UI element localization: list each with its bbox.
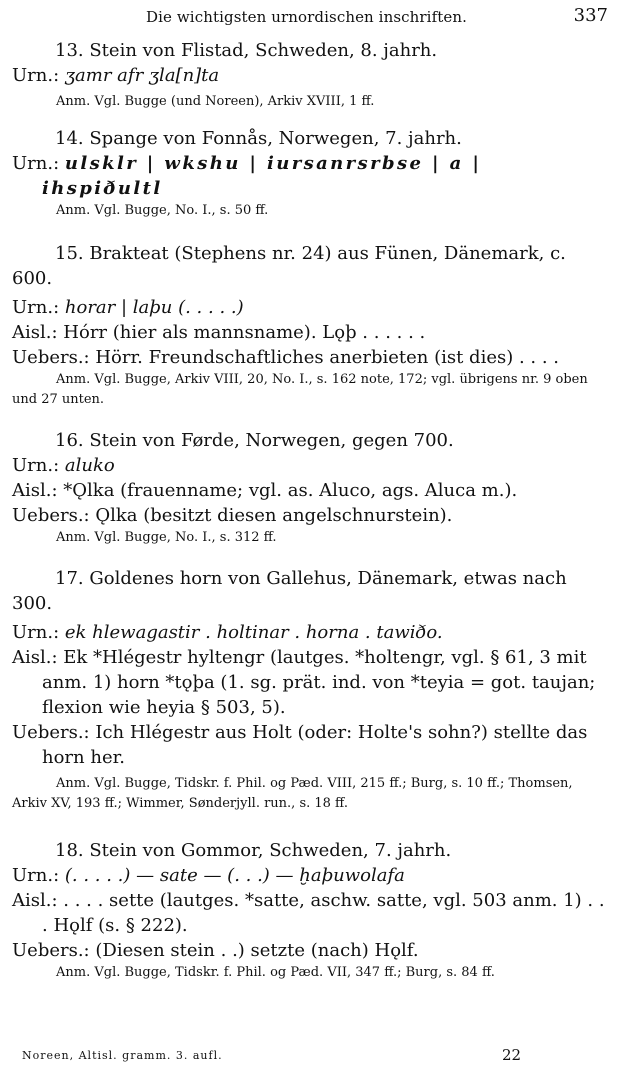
urn-line — [12, 295, 608, 320]
note: Anm. Vgl. Bugge, Tidskr. f. Phil. og Pæd. VII, 347 ff.; Burg, s. 84 ff. — [56, 965, 495, 980]
running-header — [12, 0, 608, 30]
urn-text: ʒamr afr ʒla[n]ta — [64, 65, 220, 86]
aisl-label: Aisl.: — [12, 890, 58, 911]
urn-line — [12, 63, 608, 88]
aisl-label: Aisl.: — [12, 480, 58, 501]
uebers-line — [12, 345, 608, 370]
page-footer — [22, 1040, 608, 1062]
aisl-text: Ek *Hlégestr hyltengr (lautges. *holtengr, vgl. § 61, 3 mit anm. 1) horn *tǫþa (1. sg. prät. ind. von *teyia = got. taujan; flexion wie heyia § 503, 5). — [42, 647, 596, 718]
uebers-label: Uebers.: — [12, 722, 90, 743]
printer-signature: Noreen, Altisl. gramm. 3. aufl. — [22, 1049, 223, 1062]
entry-18 — [12, 838, 608, 983]
page-number: 337 — [573, 5, 608, 26]
sheet-number: 22 — [502, 1046, 522, 1064]
entry-heading: 18. Stein von Gommor, Schweden, 7. jahrh. — [55, 840, 452, 861]
urn-line — [12, 151, 608, 201]
aisl-text: *Ǫlka (frauenname; vgl. as. Aluco, ags. Aluca m.). — [63, 480, 518, 501]
uebers-text: (Diesen stein . .) setzte (nach) Hǫlf. — [95, 940, 419, 961]
urn-label: Urn.: — [12, 865, 60, 886]
urn-label: Urn.: — [12, 455, 60, 476]
entry-heading: 13. Stein von Flistad, Schweden, 8. jahrh. — [55, 40, 438, 61]
aisl-text: . . . . sette (lautges. *satte, aschw. satte, vgl. 503 anm. 1) . . . Hǫlf (s. § 222). — [42, 890, 605, 936]
entry-16 — [12, 428, 608, 548]
note: Anm. Vgl. Bugge (und Noreen), Arkiv XVIII, 1 ff. — [56, 94, 375, 109]
urn-label: Urn.: — [12, 622, 60, 643]
urn-label: Urn.: — [12, 153, 60, 174]
aisl-label: Aisl.: — [12, 322, 58, 343]
urn-text: horar | laþu (. . . . .) — [64, 297, 244, 318]
urn-line — [12, 620, 608, 645]
aisl-label: Aisl.: — [12, 647, 58, 668]
aisl-line — [12, 888, 608, 938]
urn-text: ulsklr | wkshu | iursanrsrbse | a | ihspiðultl — [42, 153, 482, 199]
aisl-line — [12, 320, 608, 345]
entry-heading: 17. Goldenes horn von Gallehus, Dänemark, etwas nach 300. — [12, 568, 567, 614]
uebers-text: Ǫlka (besitzt diesen angelschnurstein). — [95, 505, 453, 526]
note: Anm. Vgl. Bugge, Tidskr. f. Phil. og Pæd. VIII, 215 ff.; Burg, s. 10 ff.; Thomsen, Arkiv XV, 193 ff.; Wimmer, Sønderjyll. run., s. 18 ff. — [12, 776, 573, 811]
aisl-text: Hórr (hier als mannsname). Lǫþ . . . . . . — [63, 322, 426, 343]
entry-14 — [12, 126, 608, 221]
urn-line — [12, 453, 608, 478]
note: Anm. Vgl. Bugge, No. I., s. 50 ff. — [56, 203, 269, 218]
page — [12, 0, 608, 993]
note: Anm. Vgl. Bugge, No. I., s. 312 ff. — [56, 530, 277, 545]
uebers-label: Uebers.: — [12, 347, 90, 368]
urn-text: ek hlewagastir . holtinar . horna . tawiðo. — [64, 622, 443, 643]
entry-heading: 16. Stein von Førde, Norwegen, gegen 700. — [55, 430, 454, 451]
uebers-line — [12, 720, 608, 770]
entry-13 — [12, 38, 608, 112]
uebers-text: Ich Hlégestr aus Holt (oder: Holte's sohn?) stellte das horn her. — [42, 722, 588, 768]
uebers-label: Uebers.: — [12, 505, 90, 526]
note: Anm. Vgl. Bugge, Arkiv VIII, 20, No. I., s. 162 note, 172; vgl. übrigens nr. 9 oben und 27 unten. — [12, 372, 588, 407]
uebers-line — [12, 938, 608, 963]
aisl-line — [12, 478, 608, 503]
entry-15 — [12, 241, 608, 410]
running-title: Die wichtigsten urnordischen inschriften. — [146, 8, 467, 26]
urn-text: aluko — [64, 455, 115, 476]
urn-text: (. . . . .) — sate — (. . .) — ḫaþuwolafa — [64, 865, 405, 886]
entry-17 — [12, 566, 608, 814]
urn-label: Urn.: — [12, 65, 60, 86]
entry-heading: 15. Brakteat (Stephens nr. 24) aus Fünen, Dänemark, c. 600. — [12, 243, 566, 289]
urn-line — [12, 863, 608, 888]
urn-label: Urn.: — [12, 297, 60, 318]
entry-heading: 14. Spange von Fonnås, Norwegen, 7. jahrh. — [55, 128, 462, 149]
uebers-label: Uebers.: — [12, 940, 90, 961]
uebers-text: Hörr. Freundschaftliches anerbieten (ist dies) . . . . — [95, 347, 560, 368]
aisl-line — [12, 645, 608, 720]
uebers-line — [12, 503, 608, 528]
